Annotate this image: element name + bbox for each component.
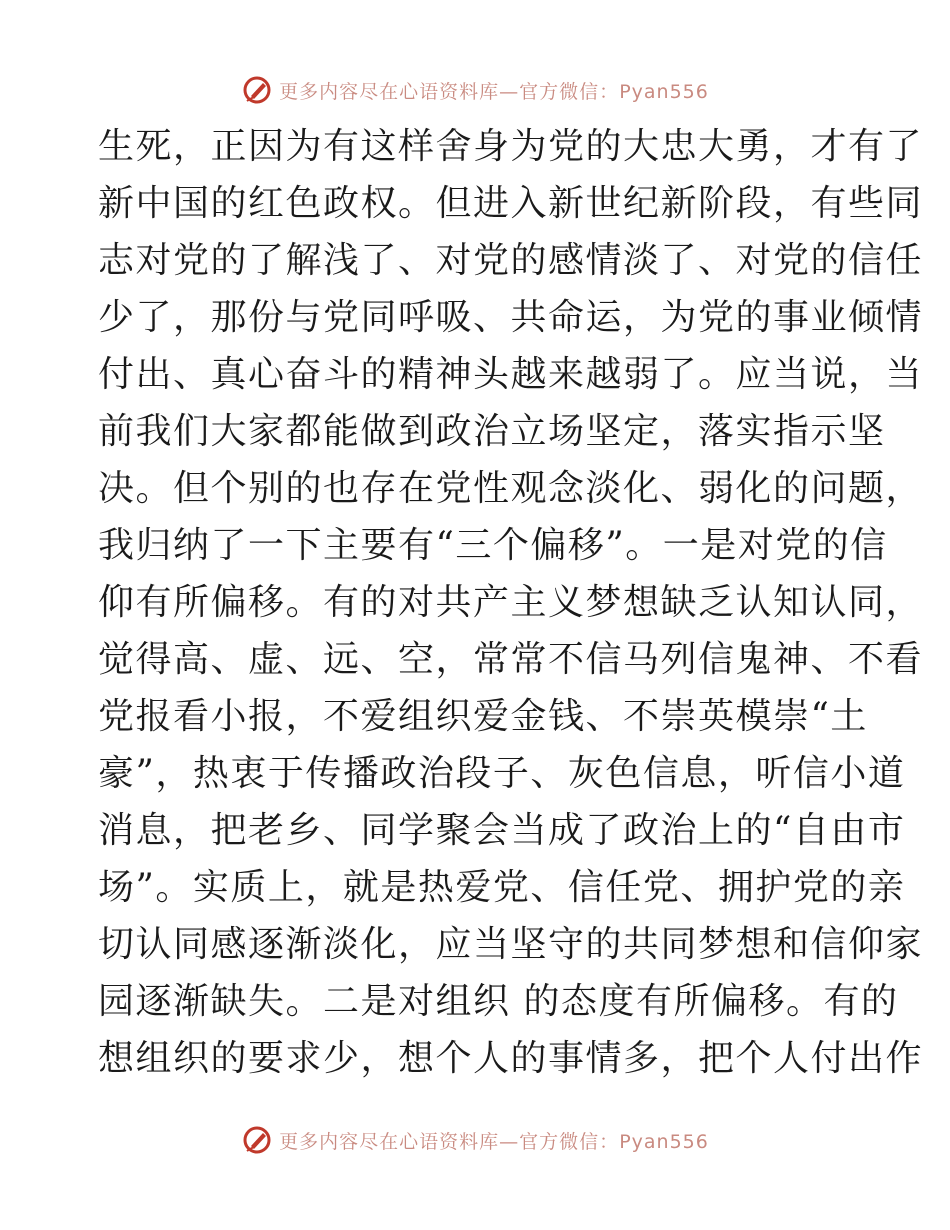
header-wechat-label: 官方微信： [519, 80, 620, 103]
text-line: 少了，那份与党同呼吸、共命运，为党的事业倾情 [98, 297, 924, 338]
text-line: 新中国的红色政权。但进入新世纪新阶段，有些同 [98, 183, 924, 224]
text-line: 想组织的要求少，想个人的事情多，把个人付出作 [98, 1038, 924, 1079]
document-body [98, 118, 924, 1087]
text-line: 我归纳了一下主要有“三个偏移”。一是对党的信 [98, 525, 888, 566]
text-line: 切认同感逐渐淡化，应当坚守的共同梦想和信仰家 [98, 924, 924, 965]
logo-icon [241, 1124, 273, 1156]
header-dash: — [499, 80, 520, 103]
footer-banner [0, 1120, 950, 1160]
header-wechat-id: Pyan556 [619, 80, 709, 103]
text-line: 志对党的了解浅了、对党的感情淡了、对党的信任 [98, 240, 924, 281]
text-line: 消息，把老乡、同学聚会当成了政治上的“自由市 [98, 810, 906, 851]
text-line: 豪”，热衷于传播政治段子、灰色信息，听信小道 [98, 753, 906, 794]
text-line: 园逐渐缺失。二是对组织 的态度有所偏移。有的 [98, 981, 899, 1022]
header-banner [0, 70, 950, 110]
header-site-name: 更多内容尽在心语资料库 [279, 80, 500, 103]
text-line: 生死，正因为有这样舍身为党的大忠大勇，才有了 [98, 126, 924, 167]
footer-site-name: 更多内容尽在心语资料库 [279, 1130, 500, 1153]
text-line: 仰有所偏移。有的对共产主义梦想缺乏认知认同， [98, 582, 924, 623]
logo-icon [241, 74, 273, 106]
text-line: 场”。实质上，就是热爱党、信任党、拥护党的亲 [98, 867, 906, 908]
text-line: 付出、真心奋斗的精神头越来越弱了。应当说，当 [98, 354, 924, 395]
text-line: 觉得高、虚、远、空，常常不信马列信鬼神、不看 [98, 639, 924, 680]
text-line: 党报看小报，不爱组织爱金钱、不崇英模崇“土 [98, 696, 868, 737]
footer-wechat-label: 官方微信： [519, 1130, 620, 1153]
header-banner-text [279, 77, 709, 104]
footer-banner-text [279, 1127, 709, 1154]
footer-wechat-id: Pyan556 [619, 1130, 709, 1153]
text-line: 前我们大家都能做到政治立场坚定，落实指示坚 [98, 411, 886, 452]
text-line: 决。但个别的也存在党性观念淡化、弱化的问题， [98, 468, 924, 509]
footer-dash: — [499, 1130, 520, 1153]
